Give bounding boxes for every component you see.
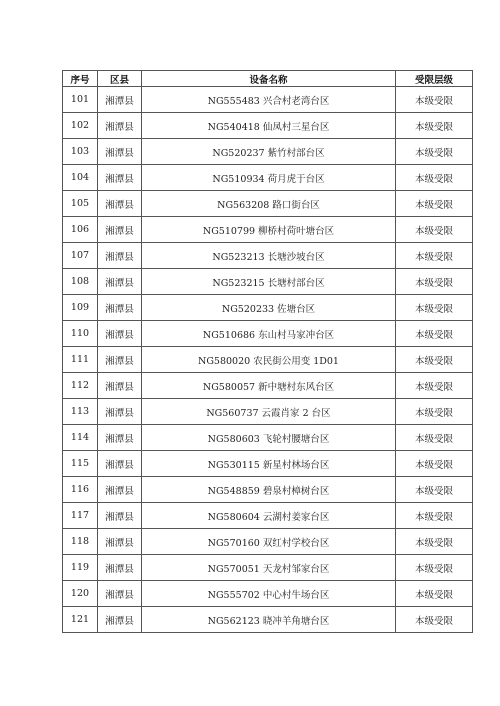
row-seq-cell: 112 — [63, 373, 98, 399]
row-restriction-level-cell: 本级受限 — [396, 321, 473, 347]
table-row — [63, 113, 473, 139]
row-device-name-cell: NG580603 飞轮村腰塘台区 — [142, 425, 396, 451]
table-row — [63, 555, 473, 581]
row-county-cell: 湘潭县 — [98, 373, 142, 399]
row-device-name-cell: NG570160 双红村学校台区 — [142, 529, 396, 555]
row-restriction-level-cell: 本级受限 — [396, 87, 473, 113]
row-restriction-level-cell: 本级受限 — [396, 165, 473, 191]
row-restriction-level-cell: 本级受限 — [396, 607, 473, 633]
table-row — [63, 87, 473, 113]
row-device-name-cell: NG580020 农民街公用变 1D01 — [142, 347, 396, 373]
table-row — [63, 399, 473, 425]
row-restriction-level-cell: 本级受限 — [396, 503, 473, 529]
row-county-cell: 湘潭县 — [98, 347, 142, 373]
row-restriction-level-cell: 本级受限 — [396, 243, 473, 269]
row-seq-cell: 107 — [63, 243, 98, 269]
row-restriction-level-cell: 本级受限 — [396, 295, 473, 321]
header-seq: 序号 — [63, 71, 98, 87]
table-row — [63, 451, 473, 477]
row-county-cell: 湘潭县 — [98, 477, 142, 503]
table-row — [63, 503, 473, 529]
row-county-cell: 湘潭县 — [98, 165, 142, 191]
header-row — [63, 71, 473, 87]
row-seq-cell: 113 — [63, 399, 98, 425]
table-body — [63, 87, 473, 633]
table-row — [63, 347, 473, 373]
row-device-name-cell: NG530115 新星村林场台区 — [142, 451, 396, 477]
table-row — [63, 425, 473, 451]
row-device-name-cell: NG510799 柳桥村荷叶塘台区 — [142, 217, 396, 243]
row-seq-cell: 106 — [63, 217, 98, 243]
row-county-cell: 湘潭县 — [98, 295, 142, 321]
row-restriction-level-cell: 本级受限 — [396, 217, 473, 243]
row-seq-cell: 104 — [63, 165, 98, 191]
row-device-name-cell: NG540418 仙凤村三星台区 — [142, 113, 396, 139]
row-restriction-level-cell: 本级受限 — [396, 269, 473, 295]
row-device-name-cell: NG510934 荷月虎于台区 — [142, 165, 396, 191]
row-restriction-level-cell: 本级受限 — [396, 529, 473, 555]
row-seq-cell: 109 — [63, 295, 98, 321]
table-row — [63, 243, 473, 269]
row-county-cell: 湘潭县 — [98, 191, 142, 217]
row-county-cell: 湘潭县 — [98, 217, 142, 243]
row-device-name-cell: NG523215 长塘村部台区 — [142, 269, 396, 295]
table-row — [63, 269, 473, 295]
row-restriction-level-cell: 本级受限 — [396, 555, 473, 581]
row-county-cell: 湘潭县 — [98, 555, 142, 581]
row-county-cell: 湘潭县 — [98, 607, 142, 633]
row-county-cell: 湘潭县 — [98, 87, 142, 113]
row-device-name-cell: NG555702 中心村牛场台区 — [142, 581, 396, 607]
row-county-cell: 湘潭县 — [98, 425, 142, 451]
row-county-cell: 湘潭县 — [98, 321, 142, 347]
row-device-name-cell: NG548859 碧泉村樟树台区 — [142, 477, 396, 503]
table-row — [63, 581, 473, 607]
row-county-cell: 湘潭县 — [98, 503, 142, 529]
table-header — [63, 71, 473, 87]
row-seq-cell: 115 — [63, 451, 98, 477]
table-row — [63, 165, 473, 191]
row-device-name-cell: NG523213 长塘沙坡台区 — [142, 243, 396, 269]
row-seq-cell: 120 — [63, 581, 98, 607]
header-county: 区县 — [98, 71, 142, 87]
row-county-cell: 湘潭县 — [98, 399, 142, 425]
row-restriction-level-cell: 本级受限 — [396, 477, 473, 503]
row-restriction-level-cell: 本级受限 — [396, 347, 473, 373]
row-device-name-cell: NG580604 云湖村姜家台区 — [142, 503, 396, 529]
table-row — [63, 529, 473, 555]
row-device-name-cell: NG560737 云霞肖家 2 台区 — [142, 399, 396, 425]
row-seq-cell: 108 — [63, 269, 98, 295]
row-seq-cell: 119 — [63, 555, 98, 581]
row-seq-cell: 118 — [63, 529, 98, 555]
row-seq-cell: 114 — [63, 425, 98, 451]
table-row — [63, 477, 473, 503]
row-seq-cell: 103 — [63, 139, 98, 165]
row-restriction-level-cell: 本级受限 — [396, 139, 473, 165]
row-county-cell: 湘潭县 — [98, 451, 142, 477]
header-device-name: 设备名称 — [142, 71, 396, 87]
row-county-cell: 湘潭县 — [98, 243, 142, 269]
row-seq-cell: 105 — [63, 191, 98, 217]
row-restriction-level-cell: 本级受限 — [396, 373, 473, 399]
row-seq-cell: 101 — [63, 87, 98, 113]
row-county-cell: 湘潭县 — [98, 529, 142, 555]
row-device-name-cell: NG520233 佐塘台区 — [142, 295, 396, 321]
row-restriction-level-cell: 本级受限 — [396, 451, 473, 477]
row-restriction-level-cell: 本级受限 — [396, 581, 473, 607]
row-restriction-level-cell: 本级受限 — [396, 113, 473, 139]
row-restriction-level-cell: 本级受限 — [396, 191, 473, 217]
row-device-name-cell: NG563208 路口街台区 — [142, 191, 396, 217]
table-row — [63, 321, 473, 347]
header-restriction-level: 受限层级 — [396, 71, 473, 87]
row-county-cell: 湘潭县 — [98, 581, 142, 607]
row-restriction-level-cell: 本级受限 — [396, 425, 473, 451]
row-device-name-cell: NG580057 新中塘村东风台区 — [142, 373, 396, 399]
row-seq-cell: 117 — [63, 503, 98, 529]
row-seq-cell: 121 — [63, 607, 98, 633]
row-county-cell: 湘潭县 — [98, 139, 142, 165]
table-row — [63, 295, 473, 321]
table-row — [63, 191, 473, 217]
restricted-device-table — [62, 70, 473, 633]
row-device-name-cell: NG520237 紫竹村部台区 — [142, 139, 396, 165]
row-device-name-cell: NG570051 天龙村邹家台区 — [142, 555, 396, 581]
row-restriction-level-cell: 本级受限 — [396, 399, 473, 425]
row-device-name-cell: NG555483 兴合村老湾台区 — [142, 87, 396, 113]
row-seq-cell: 111 — [63, 347, 98, 373]
row-device-name-cell: NG510686 东山村马家冲台区 — [142, 321, 396, 347]
table-row — [63, 139, 473, 165]
table-row — [63, 607, 473, 633]
row-seq-cell: 116 — [63, 477, 98, 503]
table-row — [63, 373, 473, 399]
row-county-cell: 湘潭县 — [98, 113, 142, 139]
row-seq-cell: 102 — [63, 113, 98, 139]
row-seq-cell: 110 — [63, 321, 98, 347]
row-county-cell: 湘潭县 — [98, 269, 142, 295]
table-row — [63, 217, 473, 243]
row-device-name-cell: NG562123 晓冲羊角塘台区 — [142, 607, 396, 633]
